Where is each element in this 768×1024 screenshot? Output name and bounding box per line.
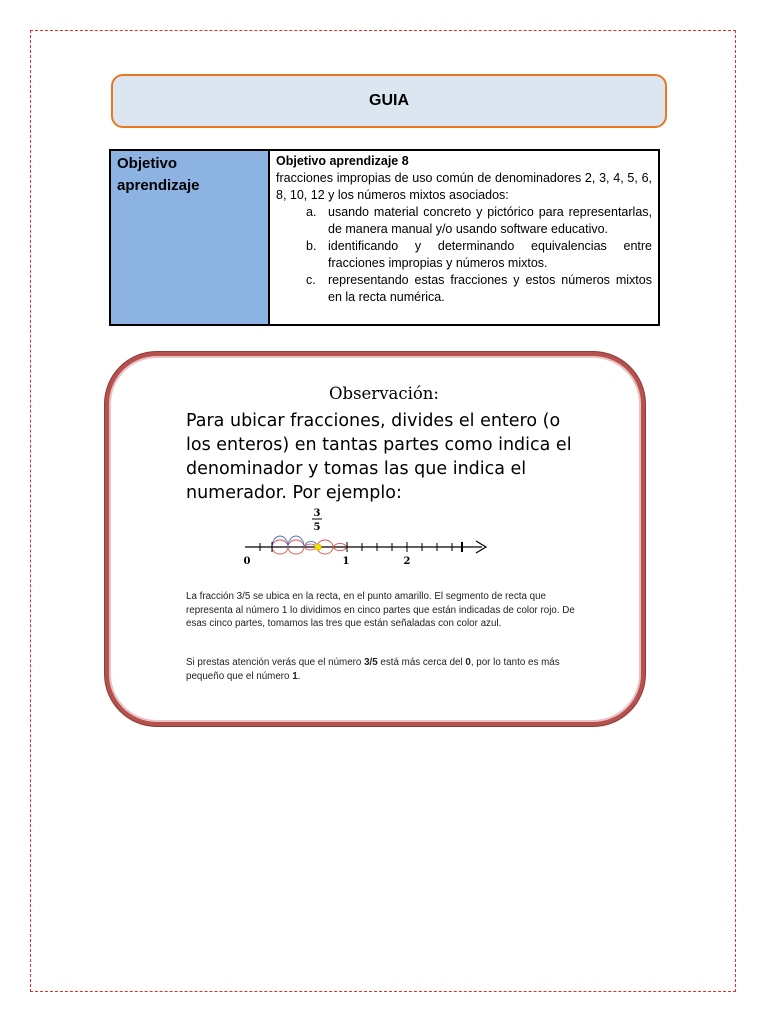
objective-content-cell	[270, 151, 658, 324]
objective-heading: Objetivo aprendizaje 8	[276, 154, 409, 168]
objective-item	[306, 204, 652, 238]
yellow-point	[315, 544, 321, 550]
paragraph2-fraction: 3/5	[364, 657, 378, 668]
paragraph2-zero: 0	[465, 657, 471, 668]
objective-label-cell	[111, 151, 270, 324]
guide-title-text: GUIA	[369, 92, 409, 109]
objective-item-marker: a.	[306, 205, 317, 219]
paragraph2-part-e: , por lo tanto es más pequeño que el número	[186, 657, 560, 682]
paragraph2-one: 1	[292, 670, 298, 682]
fraction-numerator: 3	[313, 508, 321, 519]
paragraph2-part-g: .	[297, 670, 301, 682]
objective-item-text: identificando y determinando equivalencias entre fracciones impropias y números mixtos.	[328, 239, 652, 270]
objective-item-text: representando estas fracciones y estos números mixtos en la recta numérica.	[328, 273, 652, 304]
paragraph2-part-a: Si prestas atención verás que el número	[186, 657, 365, 668]
objective-intro: fracciones impropias de uso común de denominadores 2, 3, 4, 5, 6, 8, 10, 12 y los números mixtos asociados:	[276, 171, 652, 202]
objective-item-marker: c.	[306, 273, 316, 287]
tick-label-1: 1	[342, 556, 350, 567]
fraction-denominator: 5	[313, 522, 321, 533]
tick-label-2: 2	[403, 556, 411, 567]
objective-item-marker: b.	[306, 239, 317, 253]
guide-title	[111, 74, 667, 128]
observation-title: Observación:	[328, 384, 439, 403]
objective-label: Objetivo aprendizaje	[117, 155, 200, 194]
objective-item	[306, 272, 652, 306]
objective-item	[306, 238, 652, 272]
observation-paragraph-1: La fracción 3/5 se ubica en la recta, en el punto amarillo. El segmento de recta que representa al número 1 lo dividimos en cinco partes que están indicadas de color rojo. De esas cinco partes, tomamos las tres que están señaladas con color azul.	[186, 591, 575, 629]
objective-table	[109, 149, 660, 326]
blue-arcs	[272, 536, 318, 547]
objective-item-text: usando material concreto y pictórico para representarlas, de manera manual y/o usando software educativo.	[328, 205, 652, 236]
observation-paragraph-2	[186, 656, 576, 683]
objective-list	[276, 204, 652, 306]
paragraph2-part-c: está más cerca del	[377, 657, 466, 668]
observation-main-text: Para ubicar fracciones, divides el entero (o los enteros) en tantas partes como indica el denominador y tomas las que indica el numerador. Por ejemplo:	[186, 411, 572, 503]
tick-label-0: 0	[243, 556, 251, 567]
number-line-figure	[240, 500, 500, 572]
